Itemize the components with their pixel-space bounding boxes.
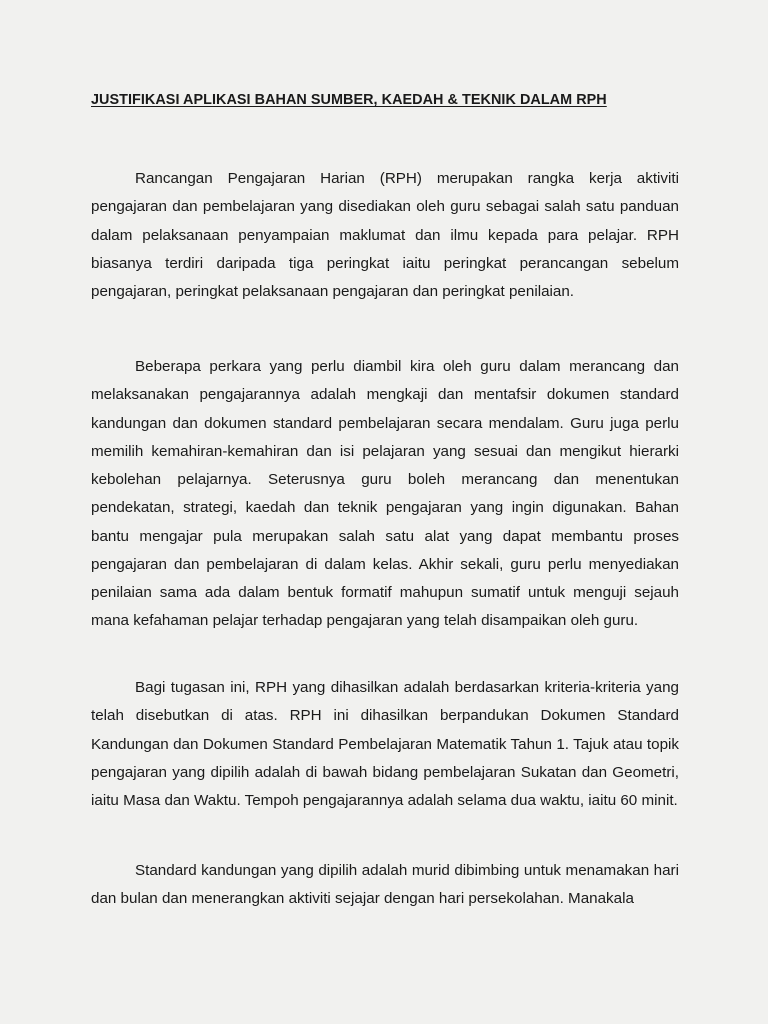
paragraph-teacher-considerations: Beberapa perkara yang perlu diambil kira oleh guru dalam merancang dan melaksanakan pengajarannya adalah mengkaji dan mentafsir dokumen standard kandungan dan dokumen standard pembelajaran secara mendalam. Guru juga perlu memilih kemahiran-kemahiran dan isi pelajaran yang sesuai dan mengikut hierarki kebolehan pelajarnya. Seterusnya guru boleh merancang dan menentukan pendekatan, strategi, kaedah dan teknik pengajaran yang ingin digunakan. Bahan bantu mengajar pula merupakan salah satu alat yang dapat membantu proses pengajaran dan pembelajaran di dalam kelas. Akhir sekali, guru perlu menyediakan penilaian sama ada dalam bentuk formatif mahupun sumatif untuk menguji sejauh mana kefahaman pelajar terhadap pengajaran yang telah disampaikan oleh guru. (91, 358, 679, 630)
paragraph-assignment-rph: Bagi tugasan ini, RPH yang dihasilkan adalah berdasarkan kriteria-kriteria yang telah disebutkan di atas. RPH ini dihasilkan berpandukan Dokumen Standard Kandungan dan Dokumen Standard Pembelajaran Matematik Tahun 1. Tajuk atau topik pengajaran yang dipilih adalah di bawah bidang pembelajaran Sukatan dan Geometri, iaitu Masa dan Waktu. Tempoh pengajarannya adalah selama dua waktu, iaitu 60 minit. (91, 679, 679, 809)
paragraph-rph-definition: Rancangan Pengajaran Harian (RPH) merupakan rangka kerja aktiviti pengajaran dan pembelajaran yang disediakan oleh guru sebagai salah satu panduan dalam pelaksanaan penyampaian maklumat dan ilmu kepada para pelajar. RPH biasanya terdiri daripada tiga peringkat iaitu peringkat perancangan sebelum pengajaran, peringkat pelaksanaan pengajaran dan peringkat penilaian. (91, 170, 679, 300)
document-title: JUSTIFIKASI APLIKASI BAHAN SUMBER, KAEDAH & TEKNIK DALAM RPH (91, 92, 607, 108)
paragraph-standard-content: Standard kandungan yang dipilih adalah murid dibimbing untuk menamakan hari dan bulan dan menerangkan aktiviti sejajar dengan hari persekolahan. Manakala (91, 862, 679, 908)
